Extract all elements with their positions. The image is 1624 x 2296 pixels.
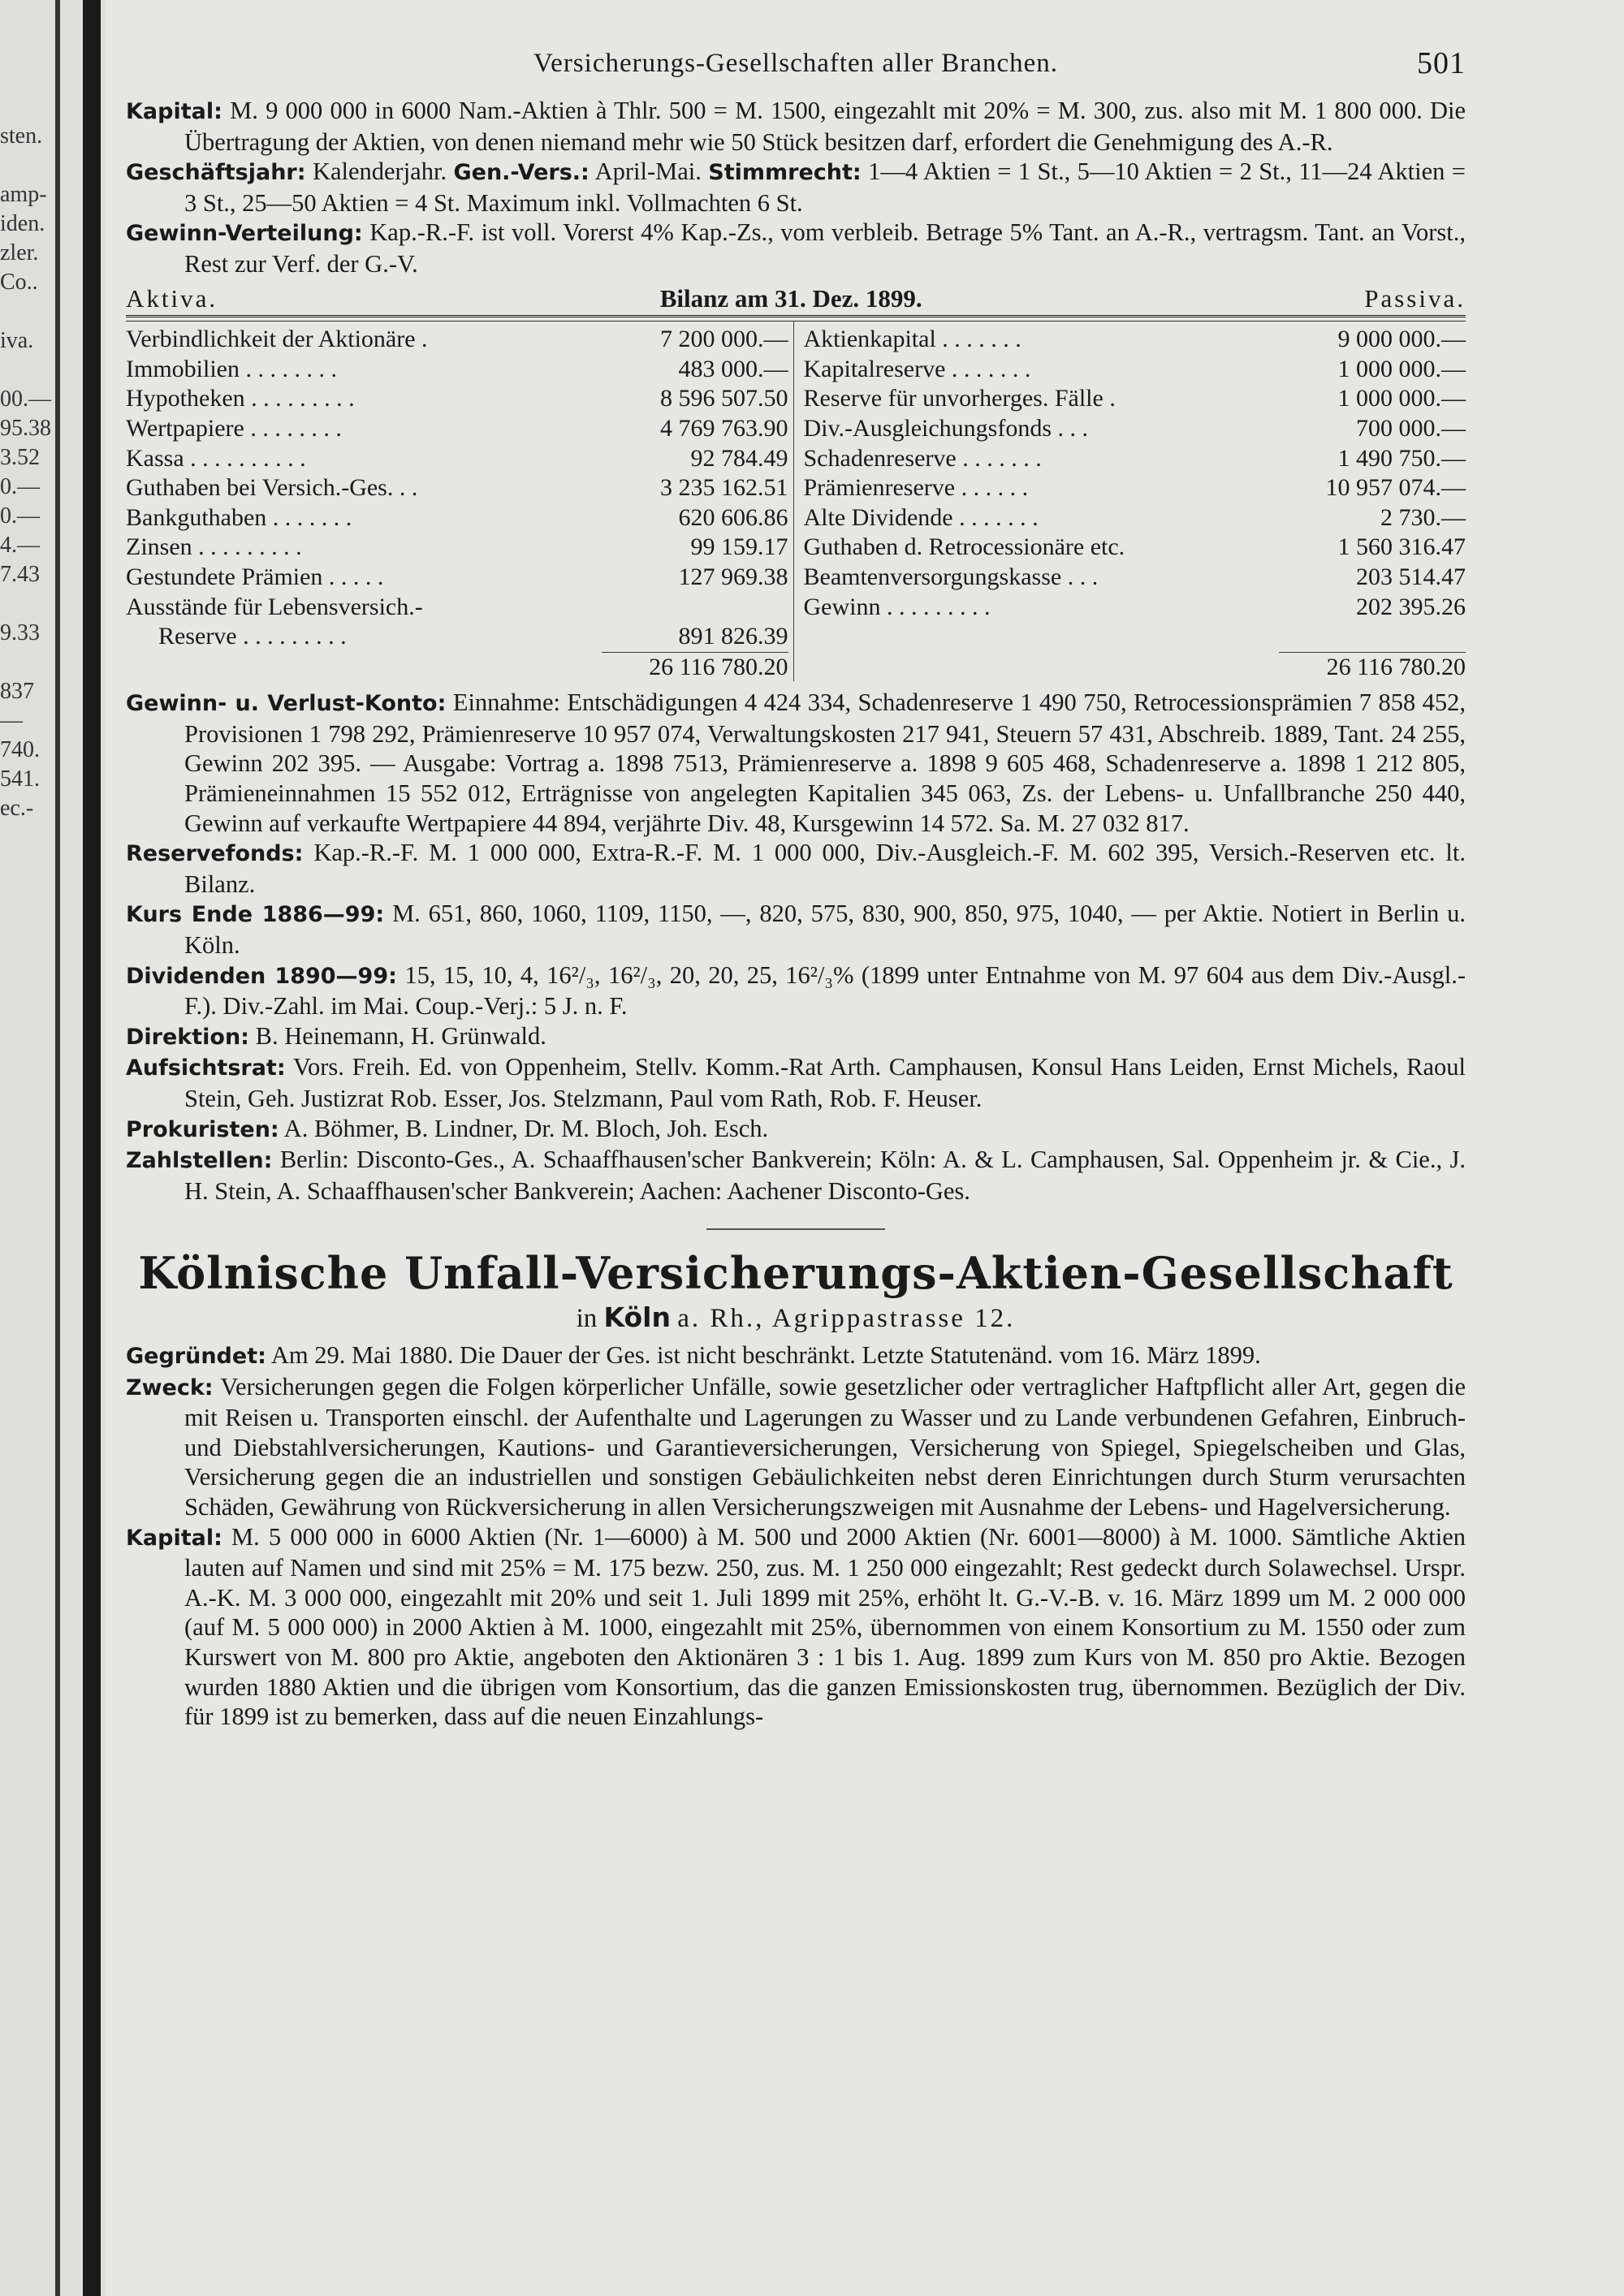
kurs-label: Kurs Ende 1886—99: — [126, 902, 385, 928]
passiva-item-value: 1 560 316.47 — [1337, 533, 1466, 561]
reservefonds-entry — [126, 838, 1466, 899]
kapital-text: M. 9 000 000 in 6000 Nam.-Aktien à Thlr. 500 = M. 1500, eingezahlt mit 20% = M. 300, zus. also mit M. 1 800 000. Die Übertragung der Aktien, von denen niemand mehr wie 50 Stück besitzen darf, erfordert die Genehmigung des A.-R. — [184, 97, 1466, 156]
passiva-item-value: 700 000.— — [1356, 414, 1466, 442]
passiva-row — [804, 355, 1466, 385]
location-city: Köln — [603, 1301, 671, 1334]
aktiva-item-name: Wertpapiere . . . . . . . . — [126, 414, 342, 442]
company-location — [126, 1303, 1466, 1334]
aktiva-label: Aktiva. — [126, 283, 218, 313]
aktiva-row — [126, 593, 788, 623]
aktiva-item-value: 3 235 162.51 — [660, 474, 788, 502]
passiva-total-row — [804, 652, 1466, 682]
previous-page-fragment: iva. — [0, 328, 34, 353]
gegruendet-text: Am 29. Mai 1880. Die Dauer der Ges. ist nicht beschränkt. Letzte Statutenänd. vom 16. März 1899. — [270, 1340, 1261, 1369]
reservefonds-label: Reservefonds: — [126, 841, 304, 867]
passiva-item-value: 202 395.26 — [1356, 593, 1466, 620]
page-body — [126, 46, 1466, 1732]
aktiva-item-value — [602, 593, 788, 623]
geschaeftsjahr-entry — [126, 157, 1466, 218]
passiva-item-name: Guthaben d. Retrocessionäre etc. — [803, 533, 1125, 561]
gen-vers-label: Gen.-Vers.: — [453, 160, 590, 186]
kapital-entry — [126, 96, 1466, 157]
prokuristen-label: Prokuristen: — [126, 1116, 279, 1142]
prokuristen-text: A. Böhmer, B. Lindner, Dr. M. Bloch, Joh. Esch. — [283, 1114, 769, 1142]
previous-page-fragment: amp- — [0, 182, 47, 207]
passiva-item-value: 203 514.47 — [1356, 563, 1466, 590]
previous-page-fragment: 9.33 — [0, 620, 40, 645]
gen-vers-text: April-Mai. — [594, 158, 702, 186]
aktiva-item-name: Immobilien . . . . . . . . — [126, 355, 337, 382]
section-separator — [706, 1228, 885, 1230]
gewinn-verlust-entry — [126, 688, 1466, 838]
previous-page-fragment — [0, 589, 55, 619]
zahlstellen-entry — [126, 1145, 1466, 1206]
aufsichtsrat-label: Aufsichtsrat: — [126, 1055, 286, 1081]
aktiva-row — [126, 414, 788, 444]
bilanz-header — [126, 284, 1466, 318]
aktiva-item-value: 92 784.49 — [690, 444, 788, 472]
passiva-label: Passiva. — [1364, 283, 1466, 313]
previous-page-fragment: 0.— — [0, 474, 40, 499]
previous-page-fragment: — — [0, 708, 23, 733]
passiva-item-name: Beamtenversorgungskasse . . . — [803, 563, 1099, 590]
page-number: 501 — [1417, 46, 1466, 80]
aktiva-item-name: Hypotheken . . . . . . . . . — [126, 385, 355, 412]
direktion-entry — [126, 1021, 1466, 1053]
zahlstellen-text: Berlin: Disconto-Ges., A. Schaaffhausen'scher Bankverein; Köln: A. & L. Camphausen, Sal. Oppenheim jr. & Cie., J. H. Stein, A. Schaaffhausen'scher Bankverein; Aachen: Aachener Disconto-Ges. — [184, 1146, 1466, 1205]
previous-page-fragment: zler. — [0, 240, 39, 265]
aktiva-row — [126, 444, 788, 474]
stimmrecht-text: 1—4 Aktien = 1 St., 5—10 Aktien = 2 St., 11—24 Aktien = 3 St., 25—50 Aktien = 4 St. Maximum inkl. Vollmachten 6 St. — [184, 158, 1466, 217]
previous-page-fragments — [0, 122, 55, 823]
gegruendet-entry — [126, 1340, 1466, 1372]
dividenden-entry — [126, 960, 1466, 1021]
aktiva-row — [126, 473, 788, 503]
previous-page-fragment: iden. — [0, 211, 45, 236]
passiva-row — [804, 593, 1466, 623]
passiva-row — [804, 563, 1466, 593]
passiva-total-value: 26 116 780.20 — [1279, 652, 1466, 682]
previous-page-fragment — [0, 297, 55, 326]
aktiva-item-value: 891 826.39 — [678, 623, 788, 650]
aktiva-item-value: 8 596 507.50 — [660, 385, 788, 412]
aktiva-item-name: Zinsen . . . . . . . . . — [126, 533, 302, 561]
page-gutter-line — [55, 0, 60, 2296]
passiva-item-value: 2 730.— — [1380, 503, 1466, 531]
prokuristen-entry — [126, 1114, 1466, 1146]
passiva-item-name: Alte Dividende . . . . . . . — [803, 503, 1039, 531]
previous-page-fragment: 7.43 — [0, 562, 40, 587]
aktiva-row — [126, 384, 788, 414]
aktiva-item-value: 7 200 000.— — [660, 326, 788, 353]
passiva-row — [804, 473, 1466, 503]
passiva-item-name: Aktienkapital . . . . . . . — [803, 326, 1021, 353]
previous-page-fragment: 00.— — [0, 386, 51, 412]
previous-page-fragment: sten. — [0, 123, 43, 149]
dividenden-text: 15, 15, 10, 4, 16²/₃, 16²/₃, 20, 20, 25, 16²/₃% (1899 unter Entnahme von M. 97 604 aus dem Div.-Ausgl.-F.). Div.-Zahl. im Mai. Coup.-Verj.: 5 J. n. F. — [184, 960, 1466, 1021]
page-gutter-shadow — [83, 0, 101, 2296]
passiva-column — [794, 322, 1466, 681]
passiva-item-value: 1 000 000.— — [1337, 355, 1466, 382]
gewinn-verlust-label: Gewinn- u. Verlust-Konto: — [126, 691, 447, 717]
previous-page-fragment — [0, 648, 55, 677]
zweck-text: Versicherungen gegen die Folgen körperlicher Unfälle, sowie gesetzlicher oder vertraglicher Haftpflicht aller Art, gegen die mit Reisen u. Transporten einschl. der Aufenthalte und Lagerungen zu Wasser und zu Lande verbundenen Gefahren, Einbruch- und Diebstahlversicherungen, Kautions- und Garantieversicherungen, Versicherung von Spiegel, Spiegelscheiben und Glas, Versicherung gegen die an industriellen und sonstigen Gebäulichkeiten nebst deren Einrichtungen durch Sturm verursachten Schäden, Gewährung von Rückversicherung in allen Versicherungszweigen mit Ausnahme der Lebens- und Hagelversicherung. — [184, 1372, 1466, 1521]
passiva-total-spacer — [804, 652, 1280, 682]
reservefonds-text: Kap.-R.-F. M. 1 000 000, Extra-R.-F. M. 1 000 000, Div.-Ausgleich.-F. M. 602 395, Versich.-Reserven etc. lt. Bilanz. — [184, 839, 1466, 898]
aktiva-row — [126, 325, 788, 355]
gewinn-verteilung-entry — [126, 218, 1466, 278]
geschaeftsjahr-label: Geschäftsjahr: — [126, 160, 306, 186]
previous-page-fragment: 95.38 — [0, 416, 51, 441]
aktiva-item-name: Verbindlichkeit der Aktionäre . — [126, 326, 428, 353]
passiva-row — [804, 384, 1466, 414]
passiva-row — [804, 414, 1466, 444]
passiva-item-value: 1 000 000.— — [1337, 385, 1466, 412]
previous-page-fragment — [0, 151, 55, 180]
direktion-label: Direktion: — [126, 1024, 249, 1050]
passiva-row — [804, 533, 1466, 563]
geschaeftsjahr-text: Kalenderjahr. — [312, 158, 447, 186]
aktiva-item-name: Ausstände für Lebensversich.- — [126, 593, 423, 620]
passiva-item-value: 10 957 074.— — [1325, 474, 1466, 502]
gewinn-verlust-text: Einnahme: Entschädigungen 4 424 334, Schadenreserve 1 490 750, Retrocessionsprämien 7 858 452, Provisionen 1 798 292, Prämienreserve 10 957 074, Verwaltungskosten 217 941, Steuern 57 431, Abschreib. 1889, Tant. 24 255, Gewinn 202 395. — Ausgabe: Vortrag a. 1898 7513, Prämienreserve a. 1898 9 605 468, Schadenreserve a. 1898 1 212 805, Prämieneinnahmen 15 552 012, Erträgnisse von angelegten Kapitalien 345 063, Zs. der Lebens- u. Unfallbranche 250 440, Gewinn auf verkaufte Wertpapiere 44 894, verjährte Div. 48, Kursgewinn 14 572. Sa. M. 27 032 817. — [184, 688, 1466, 837]
aktiva-item-value: 4 769 763.90 — [660, 414, 788, 442]
direktion-text: B. Heinemann, H. Grünwald. — [255, 1021, 546, 1050]
aktiva-item-name: Kassa . . . . . . . . . . — [126, 444, 306, 472]
kurs-text: M. 651, 860, 1060, 1109, 1150, —, 820, 575, 830, 900, 850, 975, 1040, — per Aktie. Notiert in Berlin u. Köln. — [184, 900, 1466, 960]
aktiva-item-name: Guthaben bei Versich.-Ges. . . — [126, 474, 418, 502]
kurs-entry — [126, 899, 1466, 960]
passiva-item-name: Reserve für unvorherges. Fälle . — [803, 385, 1116, 412]
aktiva-row — [126, 622, 788, 652]
passiva-row — [804, 325, 1466, 355]
passiva-row — [804, 622, 1466, 652]
passiva-item-name — [804, 622, 1280, 652]
aktiva-item-name: Reserve . . . . . . . . . — [158, 623, 347, 650]
passiva-item-value — [1279, 622, 1466, 652]
previous-page-fragment: 0.— — [0, 503, 40, 529]
previous-page-fragment: 3.52 — [0, 445, 40, 470]
zweck-entry — [126, 1372, 1466, 1522]
aktiva-item-value: 127 969.38 — [678, 563, 788, 590]
previous-page-fragment: ec.- — [0, 796, 34, 821]
kapital2-text: M. 5 000 000 in 6000 Aktien (Nr. 1—6000) à M. 500 und 2000 Aktien (Nr. 6001—8000) à M. 1000. Sämtliche Aktien lauten auf Namen und sind mit 25% = M. 175 bezw. 250, zus. M. 1 250 000 eingezahlt; Rest gedeckt durch Solawechsel. Urspr. A.-K. M. 3 000 000, eingezahlt mit 20% und seit 1. Juli 1899 mit 25%, erhöht lt. G.-V.-B. v. 16. März 1899 um M. 2 000 000 (auf M. 5 000 000) in 2000 Aktien à M. 1000, eingezahlt mit 25%, übernommen von einem Konsortium zu M. 1550 oder zum Kurswert von M. 800 pro Aktie, angeboten den Aktionären 3 : 1 bis 1. Aug. 1899 zum Kurs von M. 850 pro Aktie. Bezogen wurden 1880 Aktien und die übrigen vom Konsortium, das die ganzen Emissionskosten trug, übernommen. Bezüglich der Div. für 1899 ist zu bemerken, dass auf die neuen Einzahlungs- — [184, 1522, 1466, 1731]
aktiva-item-value: 620 606.86 — [678, 503, 788, 531]
bilanz-title: Bilanz am 31. Dez. 1899. — [659, 283, 922, 313]
passiva-item-value: 1 490 750.— — [1337, 444, 1466, 472]
previous-page-fragment: 541. — [0, 766, 40, 792]
aufsichtsrat-text: Vors. Freih. Ed. von Oppenheim, Stellv. Komm.-Rat Arth. Camphausen, Konsul Hans Leiden, Ernst Michels, Raoul Stein, Geh. Justizrat Rob. Esser, Jos. Stelzmann, Paul vom Rath, Rob. F. Heuser. — [184, 1053, 1466, 1112]
company-heading: Kölnische Unfall-Versicherungs-Aktien-Gesellschaft — [138, 1247, 1453, 1300]
passiva-item-name: Kapitalreserve . . . . . . . — [803, 355, 1031, 382]
bilanz-table — [126, 321, 1466, 681]
aktiva-total-row — [126, 652, 788, 682]
dividenden-label: Dividenden 1890—99: — [126, 963, 397, 989]
location-suffix: a. Rh., Agrippastrasse 12. — [677, 1304, 1016, 1334]
aktiva-item-name: Gestundete Prämien . . . . . — [126, 563, 384, 590]
running-head — [126, 46, 1466, 96]
aktiva-row — [126, 533, 788, 563]
location-prefix: in — [576, 1304, 598, 1334]
aktiva-item-value: 483 000.— — [678, 355, 788, 382]
aktiva-item-name: Bankguthaben . . . . . . . — [126, 503, 352, 531]
kapital2-entry — [126, 1522, 1466, 1732]
aktiva-row — [126, 355, 788, 385]
aktiva-row — [126, 503, 788, 533]
kapital-label: Kapital: — [126, 99, 222, 124]
previous-page-fragment: 4.— — [0, 533, 40, 558]
aktiva-total-spacer — [126, 652, 602, 682]
running-head-title: Versicherungs-Gesellschaften aller Branchen. — [533, 49, 1058, 78]
aktiva-column — [126, 322, 794, 681]
passiva-item-name: Gewinn . . . . . . . . . — [803, 593, 991, 620]
previous-page-fragment — [0, 356, 55, 385]
stimmrecht-label: Stimmrecht: — [708, 160, 862, 186]
gegruendet-label: Gegründet: — [126, 1343, 266, 1369]
previous-page-fragment: 740. — [0, 737, 40, 762]
previous-page-fragment: Co.. — [0, 270, 38, 295]
aufsichtsrat-entry — [126, 1052, 1466, 1113]
aktiva-item-value: 99 159.17 — [690, 533, 788, 561]
kapital2-label: Kapital: — [126, 1525, 222, 1551]
zweck-label: Zweck: — [126, 1375, 214, 1400]
previous-page-fragment: 837 — [0, 679, 34, 704]
aktiva-row — [126, 563, 788, 593]
passiva-item-name: Div.-Ausgleichungsfonds . . . — [803, 414, 1089, 442]
passiva-item-value: 9 000 000.— — [1337, 326, 1466, 353]
gewinn-verteilung-text: Kap.-R.-F. ist voll. Vorerst 4% Kap.-Zs., vom verbleib. Betrage 5% Tant. an A.-R., vertragsm. Tant. an Vorst., Rest zur Verf. der G.-V. — [184, 218, 1466, 278]
passiva-row — [804, 444, 1466, 474]
passiva-row — [804, 503, 1466, 533]
zahlstellen-label: Zahlstellen: — [126, 1148, 273, 1174]
passiva-item-name: Prämienreserve . . . . . . — [803, 474, 1029, 502]
passiva-item-name: Schadenreserve . . . . . . . — [803, 444, 1042, 472]
gewinn-verteilung-label: Gewinn-Verteilung: — [126, 221, 363, 247]
aktiva-total-value: 26 116 780.20 — [602, 652, 788, 682]
